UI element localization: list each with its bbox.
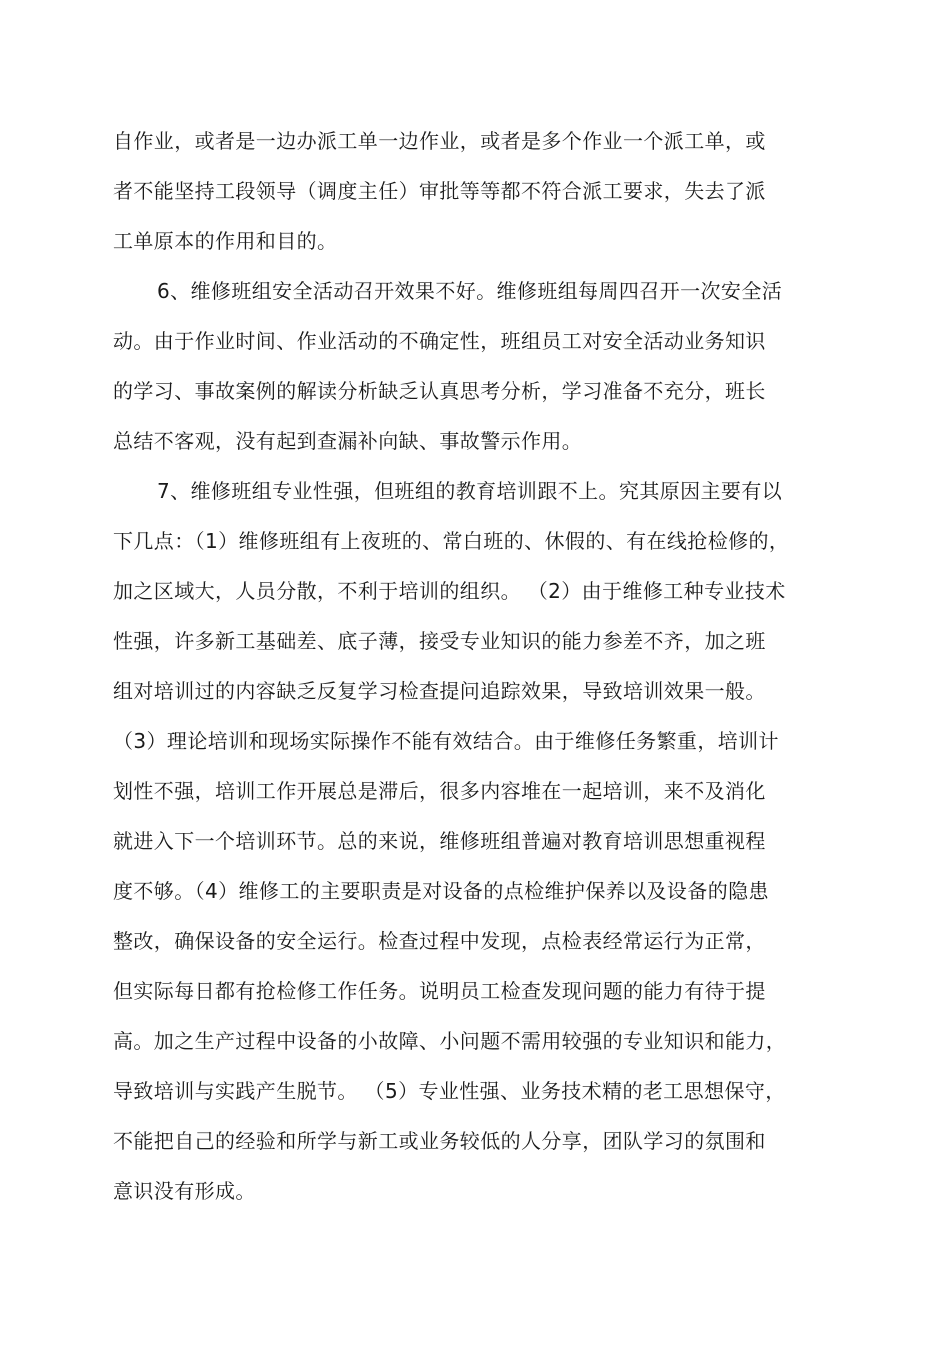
text-line: 就进入下一个培训环节。总的来说，维修班组普遍对教育培训思想重视程 xyxy=(113,829,766,853)
paragraph-7-start: 7、维修班组专业性强，但班组的教育培训跟不上。究其原因主要有以 xyxy=(157,479,783,503)
text-line: 不能把自己的经验和所学与新工或业务较低的人分享，团队学习的氛围和 xyxy=(113,1129,766,1153)
text-line: 度不够。（4）维修工的主要职责是对设备的点检维护保养以及设备的隐患 xyxy=(113,879,769,903)
text-line: 高。加之生产过程中设备的小故障、小问题不需用较强的专业知识和能力， xyxy=(113,1029,787,1053)
text-line: 性强，许多新工基础差、底子薄，接受专业知识的能力参差不齐，加之班 xyxy=(113,629,766,653)
text-line: 组对培训过的内容缺乏反复学习检查提问追踪效果，导致培训效果一般。 xyxy=(113,679,766,703)
text-line: 自作业，或者是一边办派工单一边作业，或者是多个作业一个派工单，或 xyxy=(113,129,766,153)
text-line: （3）理论培训和现场实际操作不能有效结合。由于维修任务繁重，培训计 xyxy=(113,729,779,753)
text-line: 划性不强，培训工作开展总是滞后，很多内容堆在一起培训，来不及消化 xyxy=(113,779,766,803)
text-line: 的学习、事故案例的解读分析缺乏认真思考分析，学习准备不充分，班长 xyxy=(113,379,766,403)
paragraph-6-start: 6、维修班组安全活动召开效果不好。维修班组每周四召开一次安全活 xyxy=(157,279,783,303)
text-line: 者不能坚持工段领导（调度主任）审批等等都不符合派工要求，失去了派 xyxy=(113,179,766,203)
text-line: 动。由于作业时间、作业活动的不确定性，班组员工对安全活动业务知识 xyxy=(113,329,766,353)
text-line: 但实际每日都有抢检修工作任务。说明员工检查发现问题的能力有待于提 xyxy=(113,979,766,1003)
text-line: 导致培训与实践产生脱节。 （5）专业性强、业务技术精的老工思想保守， xyxy=(113,1079,786,1103)
text-line: 意识没有形成。 xyxy=(113,1179,256,1203)
text-line: 下几点：（1）维修班组有上夜班的、常白班的、休假的、有在线抢检修的， xyxy=(113,529,790,553)
text-line: 整改，确保设备的安全运行。检查过程中发现，点检表经常运行为正常， xyxy=(113,929,766,953)
text-line: 总结不客观，没有起到查漏补向缺、事故警示作用。 xyxy=(113,429,583,453)
text-line: 工单原本的作用和目的。 xyxy=(113,229,338,253)
text-line: 加之区域大，人员分散，不利于培训的组织。 （2）由于维修工种专业技术 xyxy=(113,579,786,603)
